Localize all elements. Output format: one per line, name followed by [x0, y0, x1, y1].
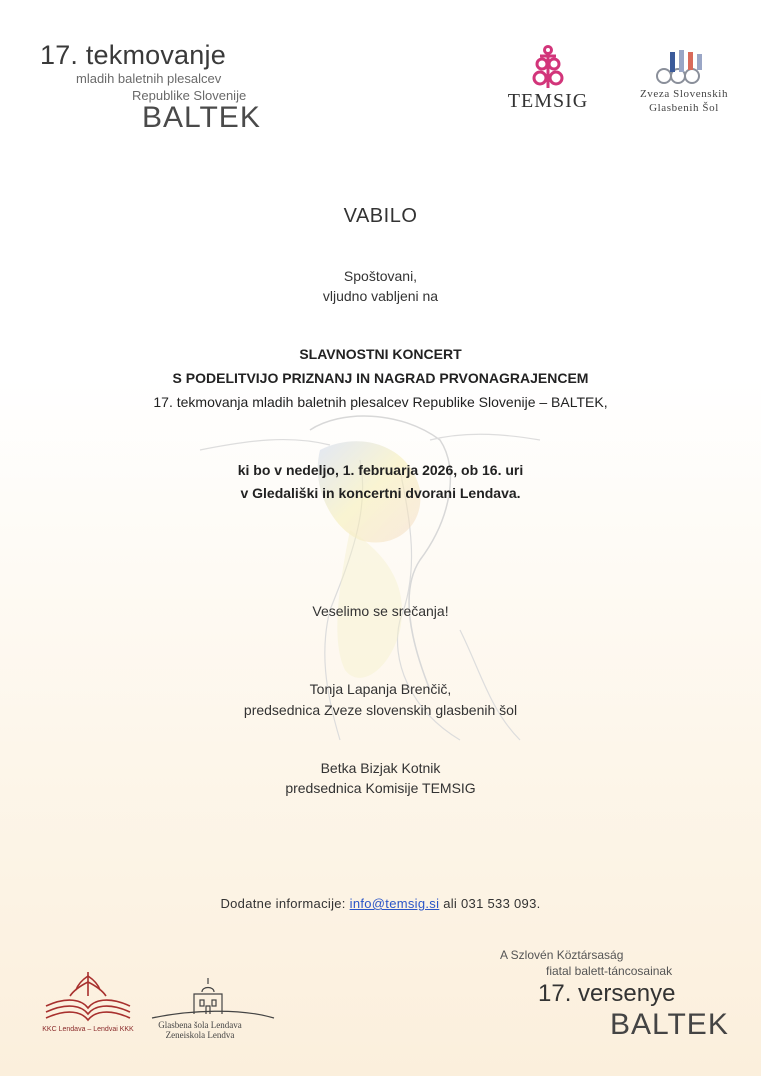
contact-info-suffix: ali 031 533 093.	[443, 896, 541, 911]
header-title: 17. tekmovanje	[40, 40, 226, 70]
kkc-lendava-logo	[38, 966, 138, 1036]
zsgs-wordmark-line1: Zveza Slovenskih	[639, 88, 729, 100]
temsig-logo	[500, 44, 596, 116]
closing-line: Veselimo se srečanja!	[312, 603, 449, 619]
contact-email-link[interactable]: info@temsig.si	[349, 896, 440, 911]
gsl-caption-line1: Glasbena šola Lendava	[158, 1020, 242, 1030]
hungarian-line-1: A Szlovén Köztársaság	[500, 948, 624, 962]
signatory-2-name: Betka Bizjak Kotnik	[320, 760, 441, 776]
event-title-line-3: 17. tekmovanja mladih baletnih plesalcev Republike Slovenije – BALTEK,	[153, 394, 608, 410]
event-venue: v Gledališki in koncertni dvorani Lendava.	[240, 485, 521, 501]
greeting-line-2: vljudno vabljeni na	[322, 288, 439, 304]
event-title-line-2: S PODELITVIJO PRIZNANJ IN NAGRAD PRVONAGRAJENCEM	[172, 370, 589, 386]
kkc-logo-caption: KKC Lendava – Lendvai KKK	[42, 1026, 134, 1033]
zsgs-logo	[624, 44, 744, 116]
gsl-building-icon	[150, 974, 276, 1020]
invitation-title: VABILO	[343, 205, 418, 227]
zsgs-wordmark-line2: Glasbenih Šol	[649, 102, 719, 114]
header-subtitle-1: mladih baletnih plesalcev	[76, 71, 222, 86]
event-date: ki bo v nedeljo, 1. februarja 2026, ob 16. uri	[237, 462, 524, 478]
zsgs-emblem-icon	[624, 44, 744, 88]
contact-info	[0, 896, 761, 911]
header-baltek: BALTEK	[142, 101, 261, 134]
hungarian-baltek: BALTEK	[610, 1008, 729, 1041]
signatory-1-name: Tonja Lapanja Brenčič,	[309, 681, 452, 697]
temsig-wordmark: TEMSIG	[507, 90, 589, 112]
hungarian-line-3: 17. versenye	[538, 980, 676, 1007]
event-title-line-1: SLAVNOSTNI KONCERT	[299, 346, 462, 362]
contact-info-prefix: Dodatne informacije:	[220, 896, 346, 911]
gsl-caption-line2: Zeneiskola Lendva	[165, 1030, 235, 1040]
glasbena-sola-lendava-logo	[150, 974, 276, 1040]
signatory-1-role: predsednica Zveze slovenskih glasbenih šol	[243, 702, 518, 718]
kkc-emblem-icon	[38, 966, 138, 1024]
hungarian-line-2: fiatal balett-táncosainak	[546, 964, 673, 978]
header-subtitle-2: Republike Slovenije	[132, 88, 247, 103]
temsig-emblem-icon	[500, 44, 596, 90]
signatory-2-role: predsednica Komisije TEMSIG	[285, 780, 476, 796]
greeting-line-1: Spoštovani,	[343, 268, 418, 284]
